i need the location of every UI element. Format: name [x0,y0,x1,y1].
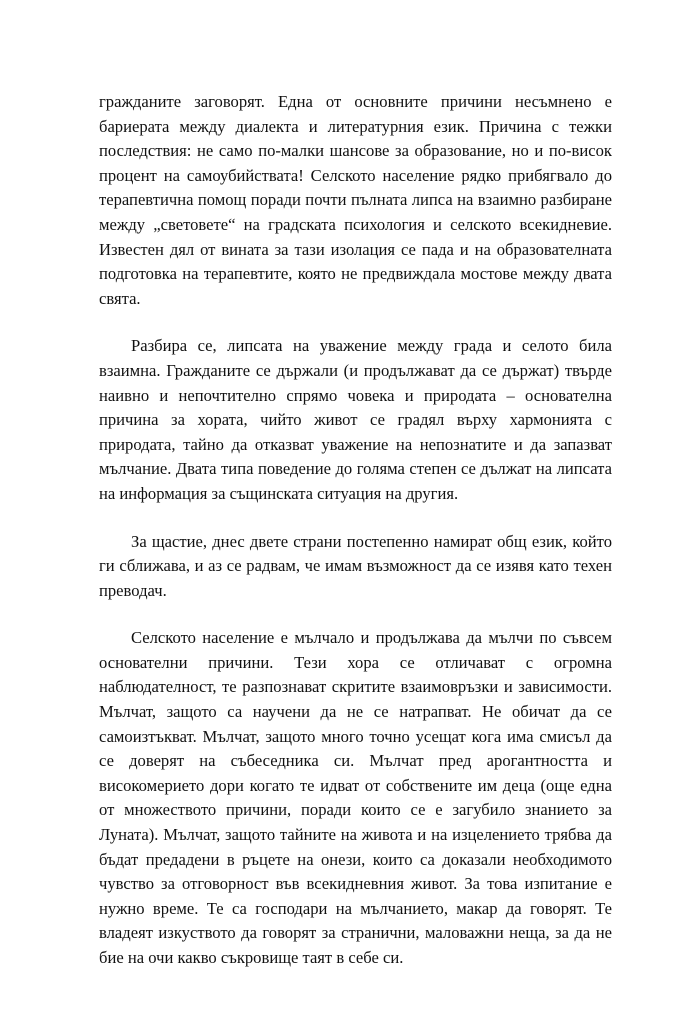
paragraph-2: Разбира се, липсата на уважение между града и селото била взаимна. Гражданите се държали (и продължават да се държат) твърде наивно и непочтително спрямо човека и природата – основателна причина за хората, чийто живот се градял върху хармонията с природата, тайно да отказват уважение на непознатите и да запазват мълчание. Двата типа поведение до голяма степен се дължат на липсата на информация за същинската ситуация на другия. [99,336,612,503]
paragraph-1: гражданите заговорят. Една от основните причини несъмнено е бариерата между диалекта и литературния език. Причина с тежки последствия: не само по-малки шансове за образование, но и по-висок процент на самоубийствата! Селското население рядко прибягвало до терапевтична помощ поради почти пълната липса на взаимно разбиране между „световете“ на градската психология и селското всекидневие. Известен дял от вината за тази изолация се пада и на образователната подготовка на терапевтите, която не предвиждала мостове между двата свята. [99,92,612,308]
paragraph-4: Селското население е мълчало и продължава да мълчи по съвсем основателни причини. Тези хора се отличават с огромна наблюдателност, те разпознават скритите взаимовръзки и зависимости. Мълчат, защото са научени да не се натрапват. Не обичат да се самоизтъкват. Мълчат, защото много точно усещат кога има смисъл да се доверят на събеседника си. Мълчат пред арогантността и високомерието дори когато те идват от собствените им деца (още една от множеството причини, поради които се е загубило знанието за Луната). Мълчат, защото тайните на живота и на изцелението трябва да бъдат предадени в ръцете на онези, които са доказали необходимото чувство за отговорност във всекидневния живот. За това изпитание е нужно време. Те са господари на мълчанието, макар да говорят. Те владеят изкуството да говорят за странични, маловажни неща, за да не бие на очи какво съкровище таят в себе си. [99,628,612,967]
paragraph-3: За щастие, днес двете страни постепенно намират общ език, който ги сближава, и аз се радвам, че имам възможност да се изявя като техен преводач. [99,531,612,600]
